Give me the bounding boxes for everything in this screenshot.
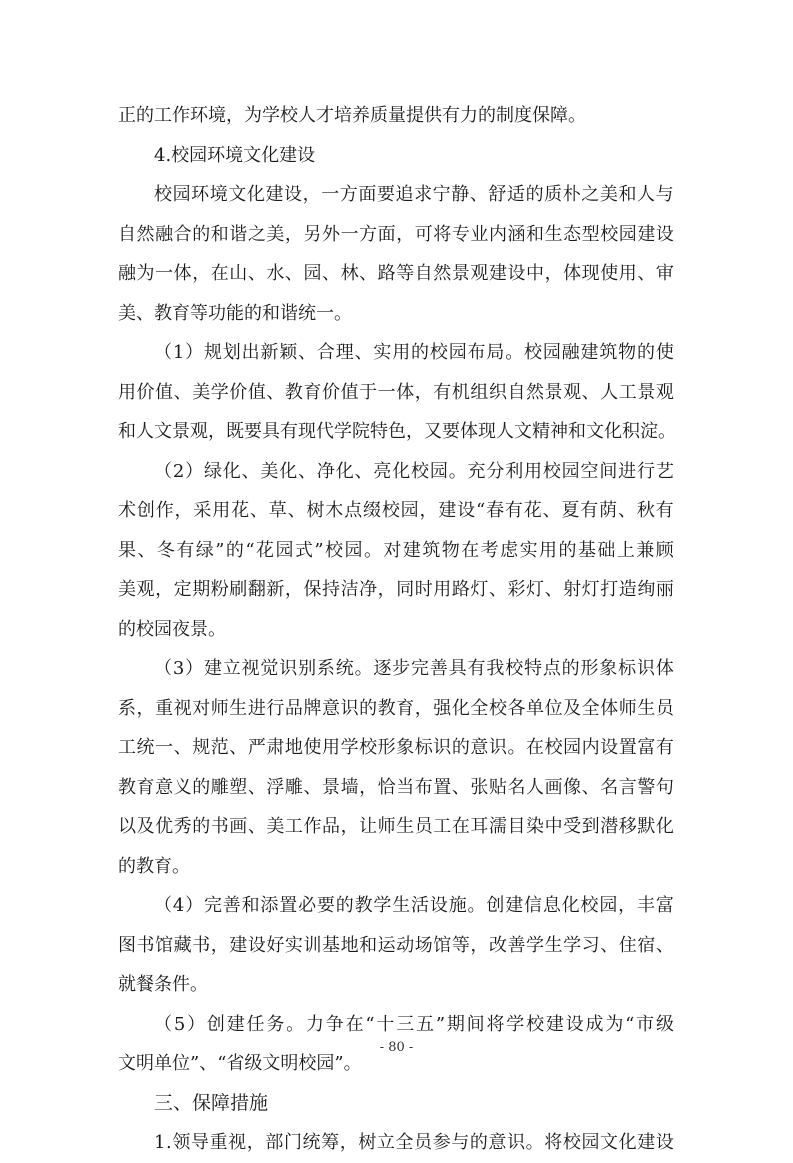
section-heading: 三、保障措施 bbox=[154, 1091, 269, 1114]
text-line: 融 为 一 体 ， 在 山 、 水 、 园 、 林 、 路 等 自 然 景 观 建 设 中 ， 体 现 使 用 、 审 bbox=[118, 263, 674, 284]
text-line: （ 2 ） 绿 化 、 美 化 、 净 化 、 亮 化 校 园 。 充 分 利 用 校 园 空 间 进 行 艺 bbox=[154, 460, 674, 482]
text-line: 文明单位”、“省级文明校园”。 bbox=[118, 1053, 362, 1074]
document-body bbox=[118, 96, 674, 1163]
text-line: 4.校园环境文化建设 bbox=[154, 144, 316, 166]
text-line: 的校园夜景。 bbox=[118, 618, 226, 640]
text-line: （ 3 ） 建 立 视 觉 识 别 系 统 。 逐 步 完 善 具 有 我 校 特 点 的 形 象 标 识 体 bbox=[154, 658, 674, 679]
text-line: 自 然 融 合 的 和 谐 之 美 ， 另 外 一 方 面 ， 可 将 专 业 内 涵 和 生 态 型 校 园 建 设 bbox=[118, 223, 674, 245]
page-number: - 80 - bbox=[379, 1040, 414, 1055]
text-line: 系 ， 重 视 对 师 生 进 行 品 牌 意 识 的 教 育 ， 强 化 全 校 各 单 位 及 全 体 师 生 员 bbox=[118, 697, 674, 719]
text-line: 用 价 值 、 美 学 价 值 、 教 育 价 值 于 一 体 ， 有 机 组 织 自 然 景 观 、 人 工 景 观 bbox=[118, 381, 674, 403]
text-line: 正的工作环境，为学校人才培养质量提供有力的制度保障。 bbox=[118, 105, 586, 126]
text-line: 工 统 一 、 规 范 、 严 肃 地 使 用 学 校 形 象 标 识 的 意 识 。 在 校 园 内 设 置 富 有 bbox=[118, 737, 674, 758]
text-line: 美、教育等功能的和谐统一。 bbox=[118, 302, 352, 324]
text-line: 1 . 领 导 重 视 ， 部 门 统 筹 ， 树 立 全 员 参 与 的 意 识 。 将 校 园 文 化 建 设 bbox=[154, 1132, 674, 1153]
text-line: 和 人 文 景 观 ， 既 要 具 有 现 代 学 院 特 色 ， 又 要 体 现 人 文 精 神 和 文 化 积 淀 。 bbox=[118, 421, 676, 442]
text-line: （ 5 ） 创 建 任 务 。 力 争 在 “ 十 三 五 ” 期 间 将 学 校 建 设 成 为 “ 市 级 bbox=[154, 1013, 674, 1035]
text-line: 术 创 作 ， 采 用 花 、 草 、 树 木 点 缀 校 园 ， 建 设 “ 春 有 花 、 夏 有 荫 、 秋 有 bbox=[118, 500, 674, 521]
text-line: 的教育。 bbox=[118, 855, 190, 877]
text-line: 教 育 意 义 的 雕 塑 、 浮 雕 、 景 墙 ， 恰 当 布 置 、 张 贴 名 人 画 像 、 名 言 警 句 bbox=[118, 776, 674, 798]
text-line: （ 4 ） 完 善 和 添 置 必 要 的 教 学 生 活 设 施 。 创 建 信 息 化 校 园 ， 丰 富 bbox=[154, 895, 674, 916]
text-line: 果 、 冬 有 绿 ” 的 “ 花 园 式 ” 校 园 。 对 建 筑 物 在 考 虑 实 用 的 基 础 上 兼 顾 bbox=[118, 539, 674, 561]
text-line: （ 1 ） 规 划 出 新 颖 、 合 理 、 实 用 的 校 园 布 局 。 校 园 融 建 筑 物 的 使 bbox=[154, 342, 674, 363]
text-line: 校 园 环 境 文 化 建 设 ， 一 方 面 要 追 求 宁 静 、 舒 适 的 质 朴 之 美 和 人 与 bbox=[154, 184, 674, 205]
text-line: 以 及 优 秀 的 书 画 、 美 工 作 品 ， 让 师 生 员 工 在 耳 濡 目 染 中 受 到 潜 移 默 化 bbox=[118, 816, 674, 837]
text-line: 就餐条件。 bbox=[118, 974, 208, 995]
text-line: 美 观 ， 定 期 粉 刷 翻 新 ， 保 持 洁 净 ， 同 时 用 路 灯 、 彩 灯 、 射 灯 打 造 绚 丽 bbox=[118, 579, 674, 600]
text-line: 图 书 馆 藏 书 ， 建 设 好 实 训 基 地 和 运 动 场 馆 等 ， 改 善 学 生 学 习 、 住 宿 、 bbox=[118, 934, 674, 956]
